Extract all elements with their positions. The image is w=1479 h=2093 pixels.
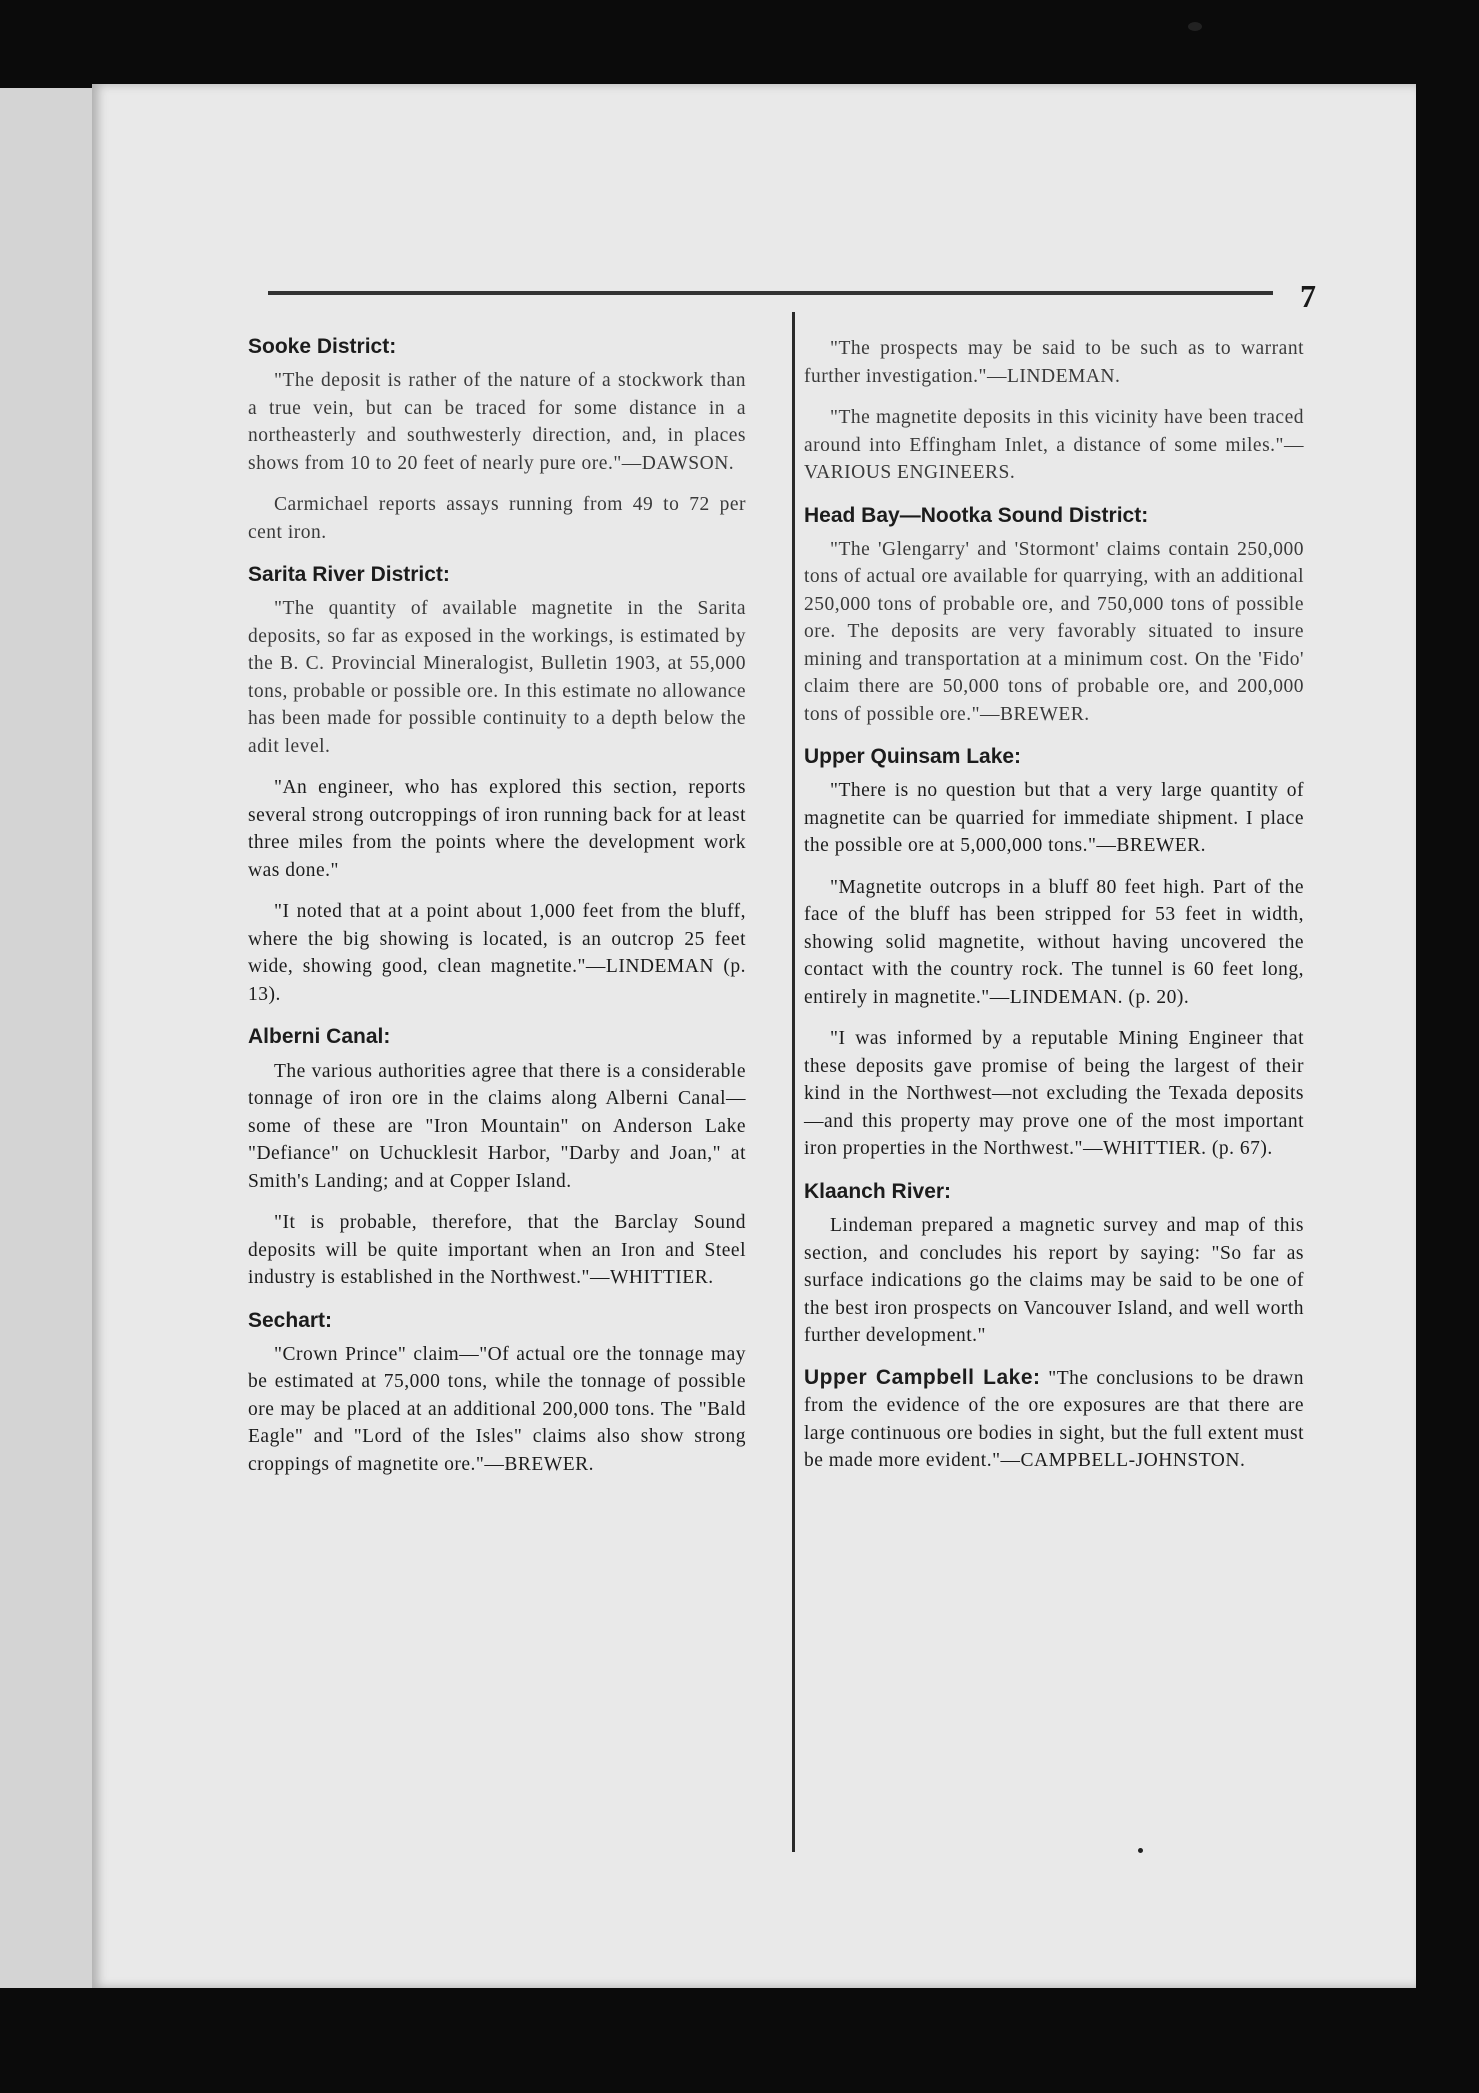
scan-speck <box>1188 22 1202 31</box>
paragraph: "The quantity of available magnetite in the Sarita deposits, so far as exposed in the workings, is estimated by the B. C. Provincial Mineralogist, Bulletin 1903, at 55,000 tons, probable or possible ore. In this estimate no allowance has been made for possible continuity to a depth below the adit level. <box>248 598 746 757</box>
right-column <box>804 335 1304 1489</box>
paragraph-with-inline-heading <box>804 1364 1304 1475</box>
paragraph: "Magnetite outcrops in a bluff 80 feet high. Part of the face of the bluff has been stripped for 53 feet in width, showing solid magnetite, without having uncovered the contact with the country rock. The tunnel is 60 feet long, entirely in magnetite."—LINDEMAN. (p. 20). <box>804 876 1304 1008</box>
paragraph: "I noted that at a point about 1,000 feet from the bluff, where the big showing is located, is an outcrop 25 feet wide, showing good, clean magnetite."—LINDEMAN (p. 13). <box>248 901 746 1005</box>
section-heading: Sarita River District: <box>248 563 450 587</box>
paragraph: "The deposit is rather of the nature of a stockwork than a true vein, but can be traced for some distance in a northeasterly and southwesterly direction, and, in places shows from 10 to 20 feet of nearly pure ore."—DAWSON. <box>248 370 746 474</box>
section-heading: Klaanch River: <box>804 1179 952 1203</box>
section-heading: Upper Quinsam Lake: <box>804 745 1022 769</box>
scan-speck <box>1138 1848 1143 1853</box>
paragraph: "The prospects may be said to be such as to warrant further investigation."—LINDEMAN. <box>804 338 1304 387</box>
section-heading: Sechart: <box>248 1308 333 1332</box>
paragraph: "The 'Glengarry' and 'Stormont' claims contain 250,000 tons of actual ore available for quarrying, with an additional 250,000 tons of probable ore, and 750,000 tons of possible ore. The deposits are very favorably situated to insure mining and transportation at a minimum cost. On the 'Fido' claim there are 50,000 tons of probable ore, and 200,000 tons of possible ore."—BREWER. <box>804 538 1304 725</box>
paragraph: "Crown Prince" claim—"Of actual ore the tonnage may be estimated at 75,000 tons, while the tonnage of possible ore may be placed at an additional 200,000 tons. The "Bald Eagle" and "Lord of the Isles" claims also show strong croppings of magnetite ore."—BREWER. <box>248 1343 746 1475</box>
header-rule <box>268 291 1273 295</box>
paragraph-text: "The conclusions to be drawn from the evidence of the ore exposures are that there are large continuous ore bodies in sight, but the full extent must be made more evident."—CAMPBELL-JOHNSTON. <box>804 1367 1304 1472</box>
paragraph: "An engineer, who has explored this section, reports several strong outcroppings of iron running back for at least three miles from the points where the development work was done." <box>248 777 746 881</box>
section-heading: Sooke District: <box>248 335 397 358</box>
paragraph: "There is no question but that a very large quantity of magnetite can be quarried for immediate shipment. I place the possible ore at 5,000,000 tons."—BREWER. <box>804 780 1304 857</box>
paragraph: The various authorities agree that there is a considerable tonnage of iron ore in the claims along Alberni Canal—some of these are "Iron Mountain" on Anderson Lake "Defiance" on Uchucklesit Harbor, "Darby and Joan," at Smith's Landing; and at Copper Island. <box>248 1060 746 1192</box>
paragraph: Lindeman prepared a magnetic survey and map of this section, and concludes his report by saying: "So far as surface indications go the claims may be said to be one of the best iron prospects on Vancouver Island, and well worth further development." <box>804 1215 1304 1347</box>
paragraph: Carmichael reports assays running from 49 to 72 per cent iron. <box>248 494 746 543</box>
page-number: 7 <box>1300 278 1316 314</box>
section-heading: Alberni Canal: <box>248 1025 391 1049</box>
paragraph: "The magnetite deposits in this vicinity have been traced around into Effingham Inlet, a distance of some miles."—VARIOUS ENGINEERS. <box>804 407 1304 483</box>
paragraph: "It is probable, therefore, that the Barclay Sound deposits will be quite important when an Iron and Steel industry is established in the Northwest."—WHITTIER. <box>248 1212 746 1289</box>
column-divider <box>792 312 795 1852</box>
section-heading: Upper Campbell Lake: <box>804 1365 1041 1389</box>
left-column <box>248 318 746 1492</box>
section-heading: Head Bay—Nootka Sound District: <box>804 503 1149 527</box>
paragraph: "I was informed by a reputable Mining Engineer that these deposits gave promise of being the largest of their kind in the Northwest—not excluding the Texada deposits—and this property may prove one of the most important iron properties in the Northwest."—WHITTIER. (p. 67). <box>804 1028 1304 1160</box>
